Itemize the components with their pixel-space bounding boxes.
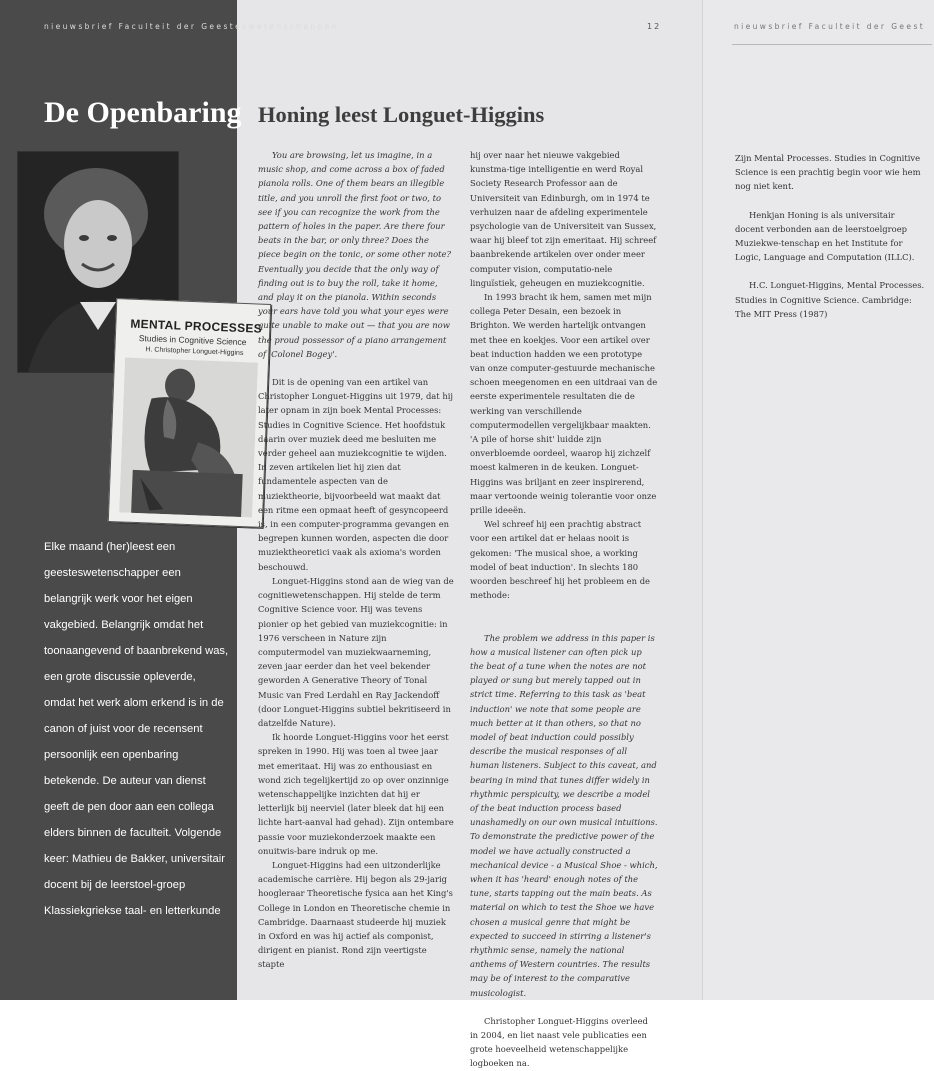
header-label: nieuwsbrief Faculteit der Geesteswetenschappen <box>44 22 339 31</box>
paragraph: Dit is de opening van een artikel van Christopher Longuet-Higgins uit 1979, dat hij later opnam in zijn boek Mental Processes: Studies in Cognitive Science. Het hoofdstuk daarin over muziek deed me besluiten me verder geheel aan muziekcognitie te wijden. In zeven artikelen liet hij zien dat fundamentele aspecten van de muziektheorie, bijvoorbeeld wat maakt dat een ritme een opmaat heeft of gesyncopeerd is, in een computer-programma gevangen en begrepen kunnen worden, aspecten die door muziektheoretici vaak als axioma's worden beschouwd. <box>258 377 453 572</box>
book-reference: H.C. Longuet-Higgins, Mental Processes. Studies in Cognitive Science. Cambridge: The MIT Press (1987) <box>735 280 925 319</box>
book-cover <box>108 298 271 528</box>
paragraph: Ik hoorde Longuet-Higgins voor het eerst spreken in 1990. Hij was toen al twee jaar met emeritaat. Hij was zo enthousiast en wond zich tegelijkertijd zo op over onzinnige wetenschappelijke inzichten dat hij er letterlijk bij neerviel (later bleek dat hij een lichte hart-aanval had gehad). Zijn ontembare passie voor muziekonderzoek maakte een onuitwis-bare indruk op me. <box>258 732 454 856</box>
abstract-quote: The problem we address in this paper is how a musical listener can often pick up the beat of a tune when the notes are not played or sung but merely tapped out in strict time. Referring to this task as 'beat induction' we note that some people are much better at it than others, so that no model of beat induction could possibly describe the musical responses of all human listeners. Subject to this caveat, and bearing in mind that tunes differ widely in rhythmic perspicuity, we describe a model of the beat induction process based unashamedly on our own musical intuitions. To demonstrate the predictive power of the model we have actually constructed a mechanical device - a Musical Shoe - which, when it has 'heard' enough notes of the tune, starts tapping out the main beats. As material on which to test the Shoe we have chosen a musical genre that might be expected to succeed in stirring a listener's rhythmic sense, namely the national anthems of Western countries. The results may be of interest to the comparative musicologist. <box>470 632 658 998</box>
article-title: Honing leest Longuet-Higgins <box>258 102 545 127</box>
book-subtitle: Studies in Cognitive Science <box>138 333 247 348</box>
paragraph: Longuet-Higgins stond aan de wieg van de cognitiewetenschappen. Hij stelde de term Cognitive Science voor. Hij was tevens pionier op het gebied van muziekcognitie: in 1976 verscheen in Nature zijn computermodel van muziekwaarneming, zeven jaar eerder dan het veel bekender geworden A Generative Theory of Tonal Music van Fred Lerdahl en Ray Jackendoff (door Longuet-Higgins subtiel bekritiseerd in datzelfde Nature). <box>258 575 454 728</box>
opening-quote: You are browsing, let us imagine, in a music shop, and come across a box of faded pianola rolls. One of them bears an illegible title, and you unroll the first foot or two, to see if you can recognize the work from the pattern of holes in the paper. Are there four beats in the bar, or only three? Does the piece begin on the tonic, or some other note? Eventually you decide that the only way of finding out is to buy the roll, take it home, and play it on the pianola. Within seconds your ears have told you what your eyes were quite unable to make out — that you are now the proud possessor of a piano arrangement of 'Colonel Bogey'. <box>258 150 451 359</box>
article-column-1 <box>258 148 454 972</box>
paragraph: Longuet-Higgins had een uitzonderlijke academische carrière. Hij begon als 29-jarig hoogleraar Theoretische fysica aan het King's College in London en Theoretische chemie in Cambridge. Daarnaast studeerde hij muziek in Oxford en was hij actief als componist, dirigent en pianist. Rond zijn veertigste stapte <box>258 859 453 970</box>
page-number: 12 <box>647 22 662 31</box>
header-rule <box>732 44 932 45</box>
paragraph: Christopher Longuet-Higgins overleed in 2004, en liet naast vele publicaties een grote hoeveelheid wetenschappelijke logboeken na. <box>470 1015 648 1069</box>
intro-text: Elke maand (her)leest een geesteswetenschapper een belangrijk werk voor het eigen vakgebied. Belangrijk omdat het toonaangevend of baanbrekend was, een grote discussie opleverde, omdat het werk alom erkend is in de canon of juist voor de recensent persoonlijk een openbaring betekende. De auteur van dienst geeft de pen door aan een collega elders binnen de faculteit. Volgende keer: Mathieu de Bakker, universitair docent bij de leerstoel-groep Klassiekgriekse taal- en letterkunde <box>44 541 229 917</box>
paragraph: Wel schreef hij een prachtig abstract voor een artikel dat er helaas nooit is gekomen: 'The musical shoe, a working model of beat induction'. In slechts 180 woorden beschreef hij het probleem en de methode: <box>470 519 651 601</box>
author-bio: Henkjan Honing is als universitair docent verbonden aan de leerstoelgroep Muziekwe-tenschap en het Institute for Logic, Language and Computation (ILLC). <box>735 209 915 263</box>
book-author: H. Christopher Longuet-Higgins <box>145 346 244 358</box>
thinker-statue-image <box>119 357 258 517</box>
article-column-2 <box>470 148 658 1071</box>
facing-header-label: nieuwsbrief Faculteit der Geest <box>734 22 926 31</box>
section-title: De Openbaring <box>44 96 242 129</box>
article-column-3 <box>735 151 925 321</box>
paragraph: Zijn Mental Processes. Studies in Cognitive Science is een prachtig begin voor wie hem nog niet kent. <box>735 153 921 192</box>
book-title: MENTAL PROCESSES <box>130 316 263 336</box>
paragraph: In 1993 bracht ik hem, samen met mijn collega Peter Desain, een bezoek in Brighton. We werden hartelijk ontvangen met thee en koekjes. Voor een artikel over beat induction hadden we een prototype van onze computer-gestuurde mechanische schoen meegenomen en een uitdraai van de eerste experimentele resultaten die de werking van verschillende computermodellen vergelijkbaar maakten. 'A pile of horse shit' luidde zijn onverbloemde oordeel, waarop hij zichzelf moest kalmeren in de keuken. Longuet-Higgins was briljant en zeer inspirerend, maar vertoonde weinig tolerantie voor onze prille ideeën. <box>470 292 658 516</box>
facing-page <box>702 0 934 1000</box>
paragraph: hij over naar het nieuwe vakgebied kunstma-tige intelligentie en werd Royal Society Research Professor aan de Universiteit van Edinburgh, om in 1974 te verhuizen naar de afdeling experimentele psychologie van de Universiteit van Sussex, waar hij bleef tot zijn emeritaat. Hij schreef baanbrekende artikelen over onder meer computer vision, computatio-nele linguïstiek, geheugen en muziekcognitie. <box>470 150 657 288</box>
